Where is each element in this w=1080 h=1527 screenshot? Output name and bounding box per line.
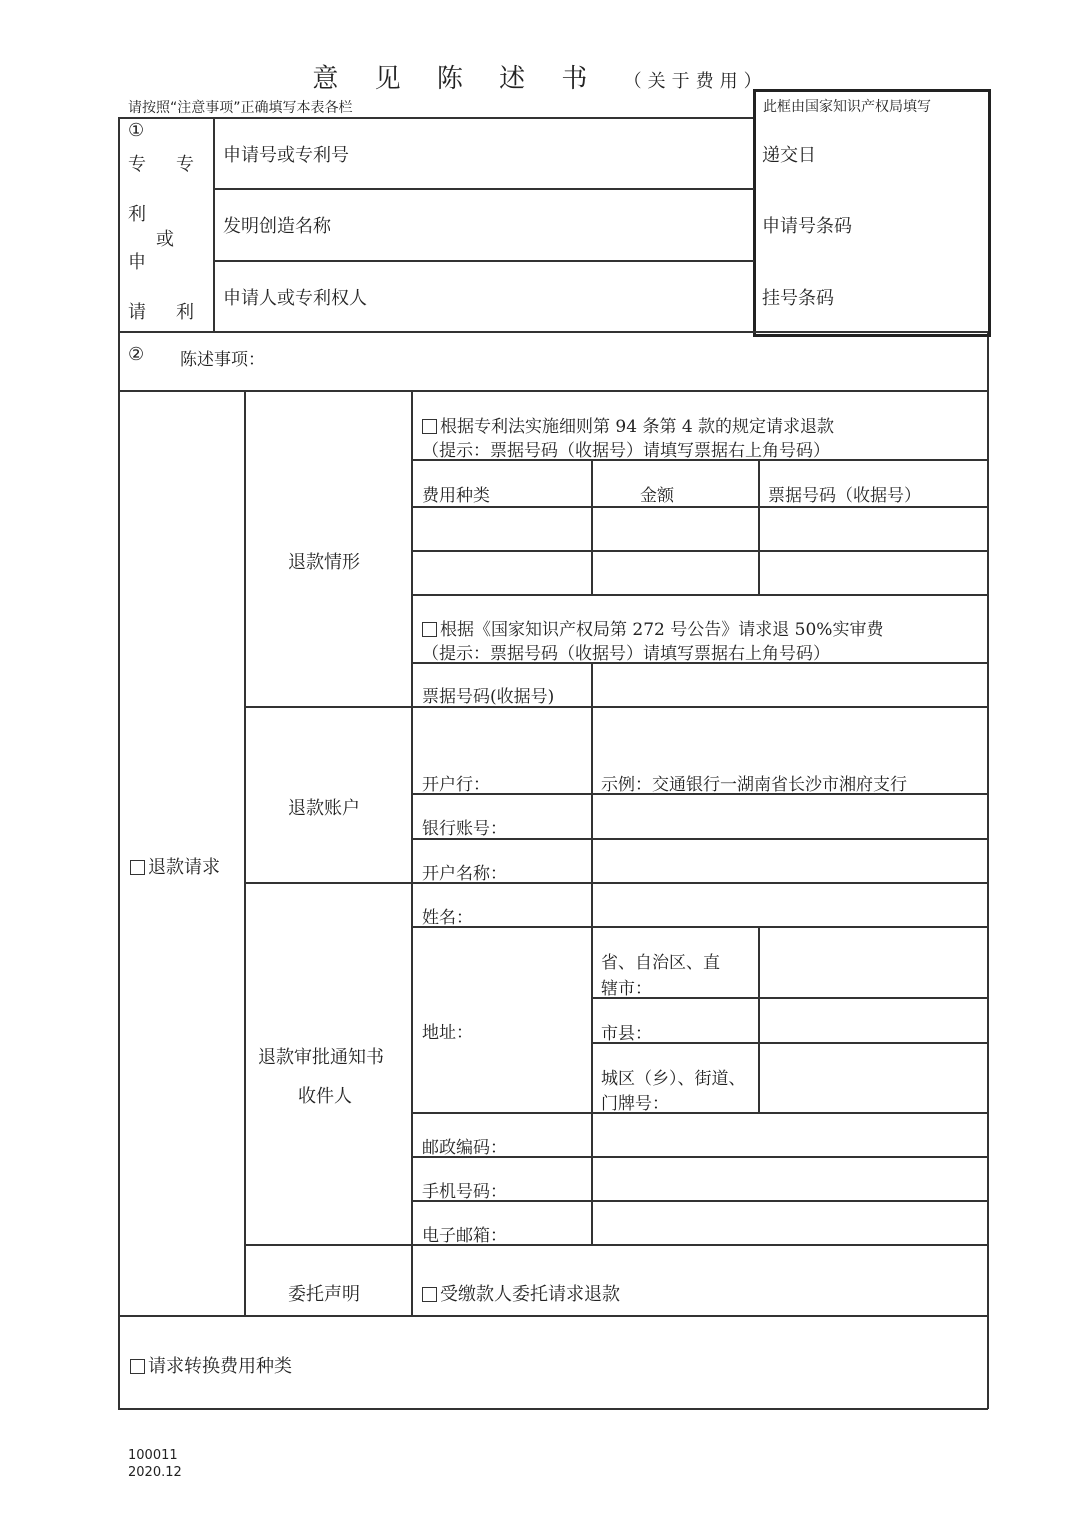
account-number-label: 银行账号：	[422, 819, 507, 839]
applicant-label: 申请人或专利权人	[223, 288, 367, 309]
section1-row-line	[213, 188, 754, 190]
refund-option-rule94[interactable]	[422, 412, 834, 437]
section1-row-line	[213, 260, 754, 262]
section1-vertical-label: 利	[128, 204, 146, 225]
refund-bottom-line	[118, 1315, 988, 1317]
refund-col-divider	[244, 390, 246, 1316]
district-label: 门牌号：	[601, 1094, 669, 1114]
row-line	[411, 506, 988, 508]
district-label: 城区（乡）、街道、	[601, 1069, 746, 1089]
section2-number: ②	[128, 344, 145, 365]
email-label: 电子邮箱：	[422, 1226, 507, 1246]
section1-vertical-label: 或	[156, 229, 174, 250]
fee-type-header: 费用种类	[422, 486, 490, 506]
account-name-label: 开户名称：	[422, 864, 507, 884]
application-barcode-label: 申请号条码	[762, 216, 852, 237]
section1-vertical-label: 专	[176, 154, 194, 175]
row-line	[411, 550, 988, 552]
name-label: 姓名：	[422, 908, 473, 928]
address-value-divider	[758, 926, 760, 1112]
table-border-bottom	[118, 1408, 988, 1410]
row-line	[244, 706, 988, 708]
table-border-left	[118, 117, 120, 1409]
entrust-option[interactable]	[422, 1280, 620, 1306]
row-line	[244, 882, 988, 884]
refund-account-label: 退款账户	[288, 798, 360, 819]
convert-fee-label: 请求转换费用种类	[148, 1356, 292, 1377]
rule94-hint: （提示：票据号码（收据号）请填写票据右上角号码）	[422, 441, 830, 461]
row-line	[244, 1244, 988, 1246]
notice-recipient-label: 收件人	[298, 1086, 352, 1107]
mobile-label: 手机号码：	[422, 1182, 507, 1202]
city-label: 市县：	[601, 1024, 652, 1044]
notice-recipient-label: 退款审批通知书	[258, 1047, 384, 1068]
invention-name-label: 发明创造名称	[223, 216, 331, 237]
convert-fee-option[interactable]	[130, 1352, 292, 1378]
section1-vertical-label: 请	[128, 302, 146, 323]
statement-label: 陈述事项：	[180, 350, 265, 370]
refund-col-divider	[411, 390, 413, 1316]
amount-header: 金额	[640, 486, 674, 506]
notice272-hint: （提示：票据号码（收据号）请填写票据右上角号码）	[422, 644, 830, 664]
rule94-checkbox[interactable]	[422, 419, 437, 434]
rule94-text: 根据专利法实施细则第 94 条第 4 款的规定请求退款	[440, 417, 835, 437]
refund-option-notice272[interactable]	[422, 615, 883, 640]
fee-table-divider	[591, 459, 593, 594]
fee-table-divider	[758, 459, 760, 594]
receipt-number-header: 票据号码（收据号）	[768, 486, 921, 506]
office-box-note: 此框由国家知识产权局填写	[763, 99, 931, 115]
form-code: 100011	[128, 1448, 178, 1463]
entrust-label: 委托声明	[288, 1284, 360, 1305]
form-title-subtitle: （关于费用）	[623, 71, 768, 92]
notice272-text: 根据《国家知识产权局第 272 号公告》请求退 50%实审费	[440, 620, 884, 640]
address-label: 地址：	[422, 1023, 473, 1043]
table-border-right	[987, 331, 989, 1409]
form-title-main: 意 见 陈 述 书	[312, 64, 602, 94]
postcode-label: 邮政编码：	[422, 1138, 507, 1158]
section1-divider	[213, 117, 215, 332]
row-line	[411, 1112, 988, 1114]
section1-vertical-label: 专	[128, 154, 146, 175]
province-label: 省、自治区、直	[601, 953, 720, 973]
bank-label: 开户行：	[422, 775, 490, 795]
registered-barcode-label: 挂号条码	[762, 288, 834, 309]
row-line	[411, 926, 988, 928]
bank-example: 示例：交通银行一湖南省长沙市湘府支行	[601, 775, 907, 795]
refund-request-checkbox[interactable]	[130, 860, 145, 875]
section1-bottom-line	[118, 331, 988, 333]
section1-number: ①	[128, 120, 145, 141]
refund-request-option[interactable]	[130, 853, 220, 879]
application-number-label: 申请号或专利号	[223, 145, 349, 166]
row-line	[411, 594, 988, 596]
convert-fee-checkbox[interactable]	[130, 1359, 145, 1374]
refund-request-label: 退款请求	[148, 857, 220, 878]
section1-vertical-label: 申	[128, 252, 146, 273]
filing-date-label: 递交日	[762, 145, 816, 166]
section2-bottom-line	[118, 390, 988, 392]
section1-vertical-label: 利	[176, 302, 194, 323]
receipt-number-label: 票据号码(收据号)	[422, 687, 555, 707]
form-version: 2020.12	[128, 1465, 182, 1480]
form-instruction: 请按照“注意事项”正确填写本表各栏	[128, 100, 353, 116]
refund-situation-label: 退款情形	[288, 552, 360, 573]
entrust-text: 受缴款人委托请求退款	[440, 1284, 620, 1305]
entrust-checkbox[interactable]	[422, 1287, 437, 1302]
province-label: 辖市：	[601, 979, 652, 999]
notice272-checkbox[interactable]	[422, 622, 437, 637]
